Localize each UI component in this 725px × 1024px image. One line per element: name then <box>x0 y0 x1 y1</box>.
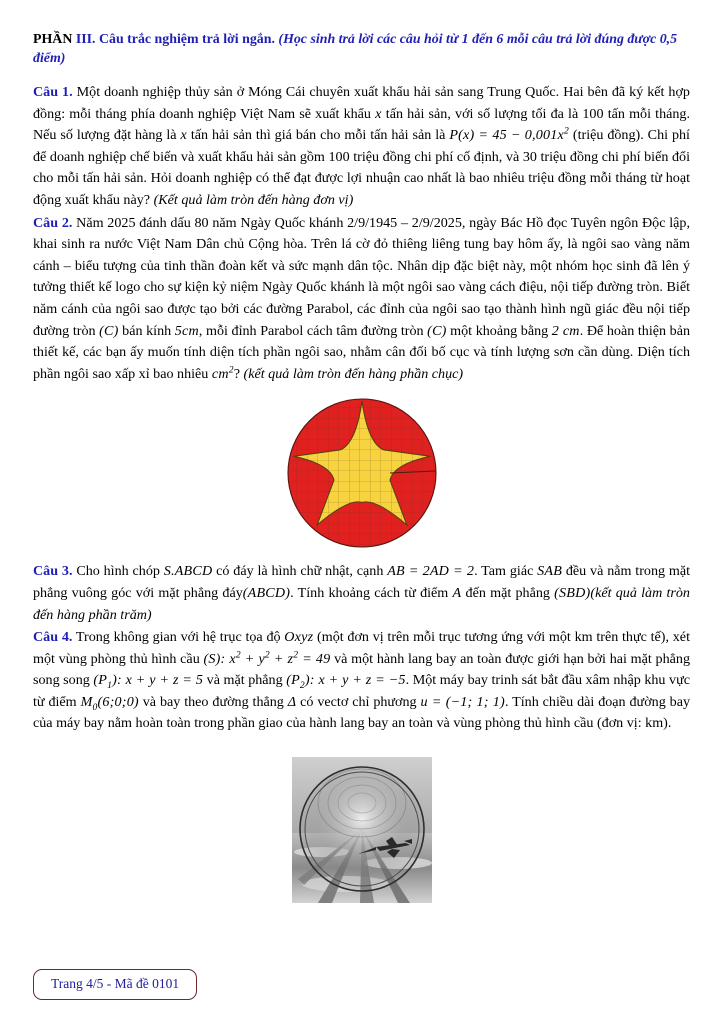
vietnam-star-figure <box>286 397 438 549</box>
page-number-badge: Trang 4/5 - Mã đề 0101 <box>33 969 197 1000</box>
question-3-label: Câu 3. <box>33 563 73 580</box>
part-instruction-open: ( <box>278 32 284 47</box>
math-expression: $cm^2$ <box>211 364 234 382</box>
text-run: bán kính <box>118 322 175 339</box>
math-expression: (C) <box>427 322 447 339</box>
text-run: và mặt phẳng <box>203 672 287 689</box>
note-italic: (kết quả làm tròn đến hàng phần chục) <box>243 365 464 382</box>
text-run: Cho hình chóp <box>76 563 164 580</box>
question-3 <box>33 561 690 626</box>
text-run: , mỗi đỉnh Parabol cách tâm đường tròn <box>198 322 428 339</box>
part-label: PHẦN <box>33 32 73 47</box>
question-4-label: Câu 4. <box>33 629 73 646</box>
question-4-body <box>33 629 690 731</box>
math-expression: Δ <box>287 693 297 710</box>
text-run: . Một máy bay trinh sát bắt đầu xâm nhập khu vực từ điểm <box>33 672 690 710</box>
vietnam-star-svg <box>286 397 438 549</box>
text-run: Một doanh nghiệp thủy sản ở Móng Cái chuyên xuất khẩu hải sản sang Trung Quốc. Hai bên đã ký kết hợp đồng: mỗi tháng phía doanh nghiệp Việt Nam sẽ xuất khẩu <box>33 84 690 122</box>
text-run: ? <box>233 365 244 382</box>
math-expression: S.ABCD <box>163 563 213 580</box>
plane-sphere-svg <box>288 751 436 909</box>
text-run: . Để hoàn thiện bản thiết kế, các bạn ấy muốn tính diện tích phần ngôi sao, nhằm cân đối bố cục và tính lượng sơn cần dùng. Diện tích phần ngôi sao xấp xỉ bao nhiêu <box>33 322 690 382</box>
question-4 <box>33 627 690 735</box>
math-expression: (C) <box>99 322 119 339</box>
question-1 <box>33 82 690 212</box>
question-2-label: Câu 2. <box>33 214 73 231</box>
text-run: tấn hải sản thì giá bán cho mỗi tấn hải sản là <box>186 127 450 144</box>
math-expression: 5cm <box>174 322 199 339</box>
text-run: (triệu đồng). Chi phí để doanh nghiệp chế biến và xuất khẩu hải sản gồm 100 triệu đồng chi phí cố định, và 30 triệu đồng chi phí biến đổi cho mỗi tấn hải sản. Hỏi doanh nghiệp có thể đạt được lợi nhuận cao nhất là bao nhiêu triệu đồng mỗi tháng từ hoạt động xuất khẩu này? <box>33 127 690 208</box>
text-run: . Tính chiều dài đoạn đường bay của máy bay nằm hoàn toàn trong phần giao của hành lang bay an toàn và vùng phòng thủ hình cầu (đơn vị: km). <box>33 693 691 732</box>
math-expression: 2 cm <box>551 322 580 339</box>
math-expression: $P(x) = 45 - 0,001x^2$ <box>449 125 569 144</box>
math-expression: (ABCD) <box>242 584 291 601</box>
part-instruction-close: ) <box>60 51 66 66</box>
question-3-body <box>33 563 690 622</box>
text-run: và bay theo đường thẳng <box>138 693 288 710</box>
note-italic: (Kết quả làm tròn đến hàng đơn vị) <box>153 191 354 208</box>
math-expression: SAB <box>537 563 563 580</box>
note-italic: (kết quả làm tròn đến hàng phần trăm) <box>33 584 690 623</box>
text-run: đến mặt phẳng <box>461 584 555 601</box>
math-expression: $(P_2)$: x + y + z = −5 <box>286 672 406 692</box>
text-run: . Tam giác <box>474 563 538 580</box>
figure-plane-container <box>33 751 690 909</box>
text-run: Năm 2025 đánh dấu 80 năm Ngày Quốc khánh 2/9/1945 – 2/9/2025, ngày Bác Hồ đọc Tuyên ngôn Độc lập, khai sinh ra nước Việt Nam Dân chủ Cộng hòa. Trên lá cờ đỏ thiêng liêng tung bay hôm ấy, là ngôi sao vàng năm cánh – biểu tượng của tinh thần đoàn kết và sức mạnh dân tộc. Nhân dịp đặc biệt này, một nhóm học sinh đã lên ý tưởng thiết kế logo cho sự kiện kỷ niệm Ngày Quốc khánh là một ngôi sao vàng cách điệu, nội tiếp đường tròn. Biết năm cánh của ngôi sao được tạo bởi các đường Parabol, các đỉnh của ngôi sao tạo thành hình ngũ giác đều nội tiếp đường tròn <box>33 214 690 339</box>
math-expression: x <box>375 105 382 122</box>
part-heading <box>33 30 690 68</box>
math-expression: Oxyz <box>284 629 314 646</box>
question-1-label: Câu 1. <box>33 84 73 100</box>
part-instruction: Học sinh trả lời các câu hỏi từ 1 đến 6 mỗi câu trả lời đúng được 0,5 điểm <box>33 32 678 66</box>
page-footer <box>33 969 197 1000</box>
text-run: tấn hải sản, với số lượng tối đa là 100 tấn mỗi tháng. Nếu số lượng đặt hàng là <box>33 105 690 144</box>
math-expression: (S): $x^2 + y^2 + z^2 = 49$ <box>203 649 331 667</box>
math-expression: $M_0(6;0;0)$ <box>80 693 139 713</box>
text-run: và một hành lang bay an toàn được giới hạn bởi hai mặt phẳng song song <box>33 650 691 689</box>
part-title: III. Câu trắc nghiệm trả lời ngắn. <box>75 32 275 47</box>
text-run: (một đơn vị trên mỗi trục tương ứng với một km trên thực tế), xét một vùng phòng thủ hình cầu <box>33 629 690 667</box>
text-run: Trong không gian với hệ trục tọa độ <box>75 629 285 646</box>
text-run: có vectơ chỉ phương <box>296 693 421 710</box>
plane-sphere-figure <box>288 751 436 909</box>
math-expression: A <box>452 584 462 601</box>
question-1-body <box>33 84 690 208</box>
math-expression: u = (−1; 1; 1) <box>420 693 505 710</box>
text-run: đều và nằm trong mặt phẳng vuông góc với mặt phẳng đáy <box>33 563 691 601</box>
figure-star-container <box>33 397 690 549</box>
text-run: . Tính khoảng cách từ điểm <box>290 584 453 601</box>
text-run: có đáy là hình chữ nhật, cạnh <box>212 563 388 580</box>
math-expression: $(P_1)$: x + y + z = 5 <box>93 672 204 692</box>
text-run: một khoảng bằng <box>446 322 552 339</box>
math-expression: AB = 2AD = 2 <box>387 563 475 580</box>
question-2 <box>33 213 690 386</box>
math-expression: x <box>180 127 187 144</box>
grid-overlay <box>286 397 438 549</box>
math-expression: (SBD) <box>554 584 591 601</box>
question-2-body <box>33 215 690 382</box>
